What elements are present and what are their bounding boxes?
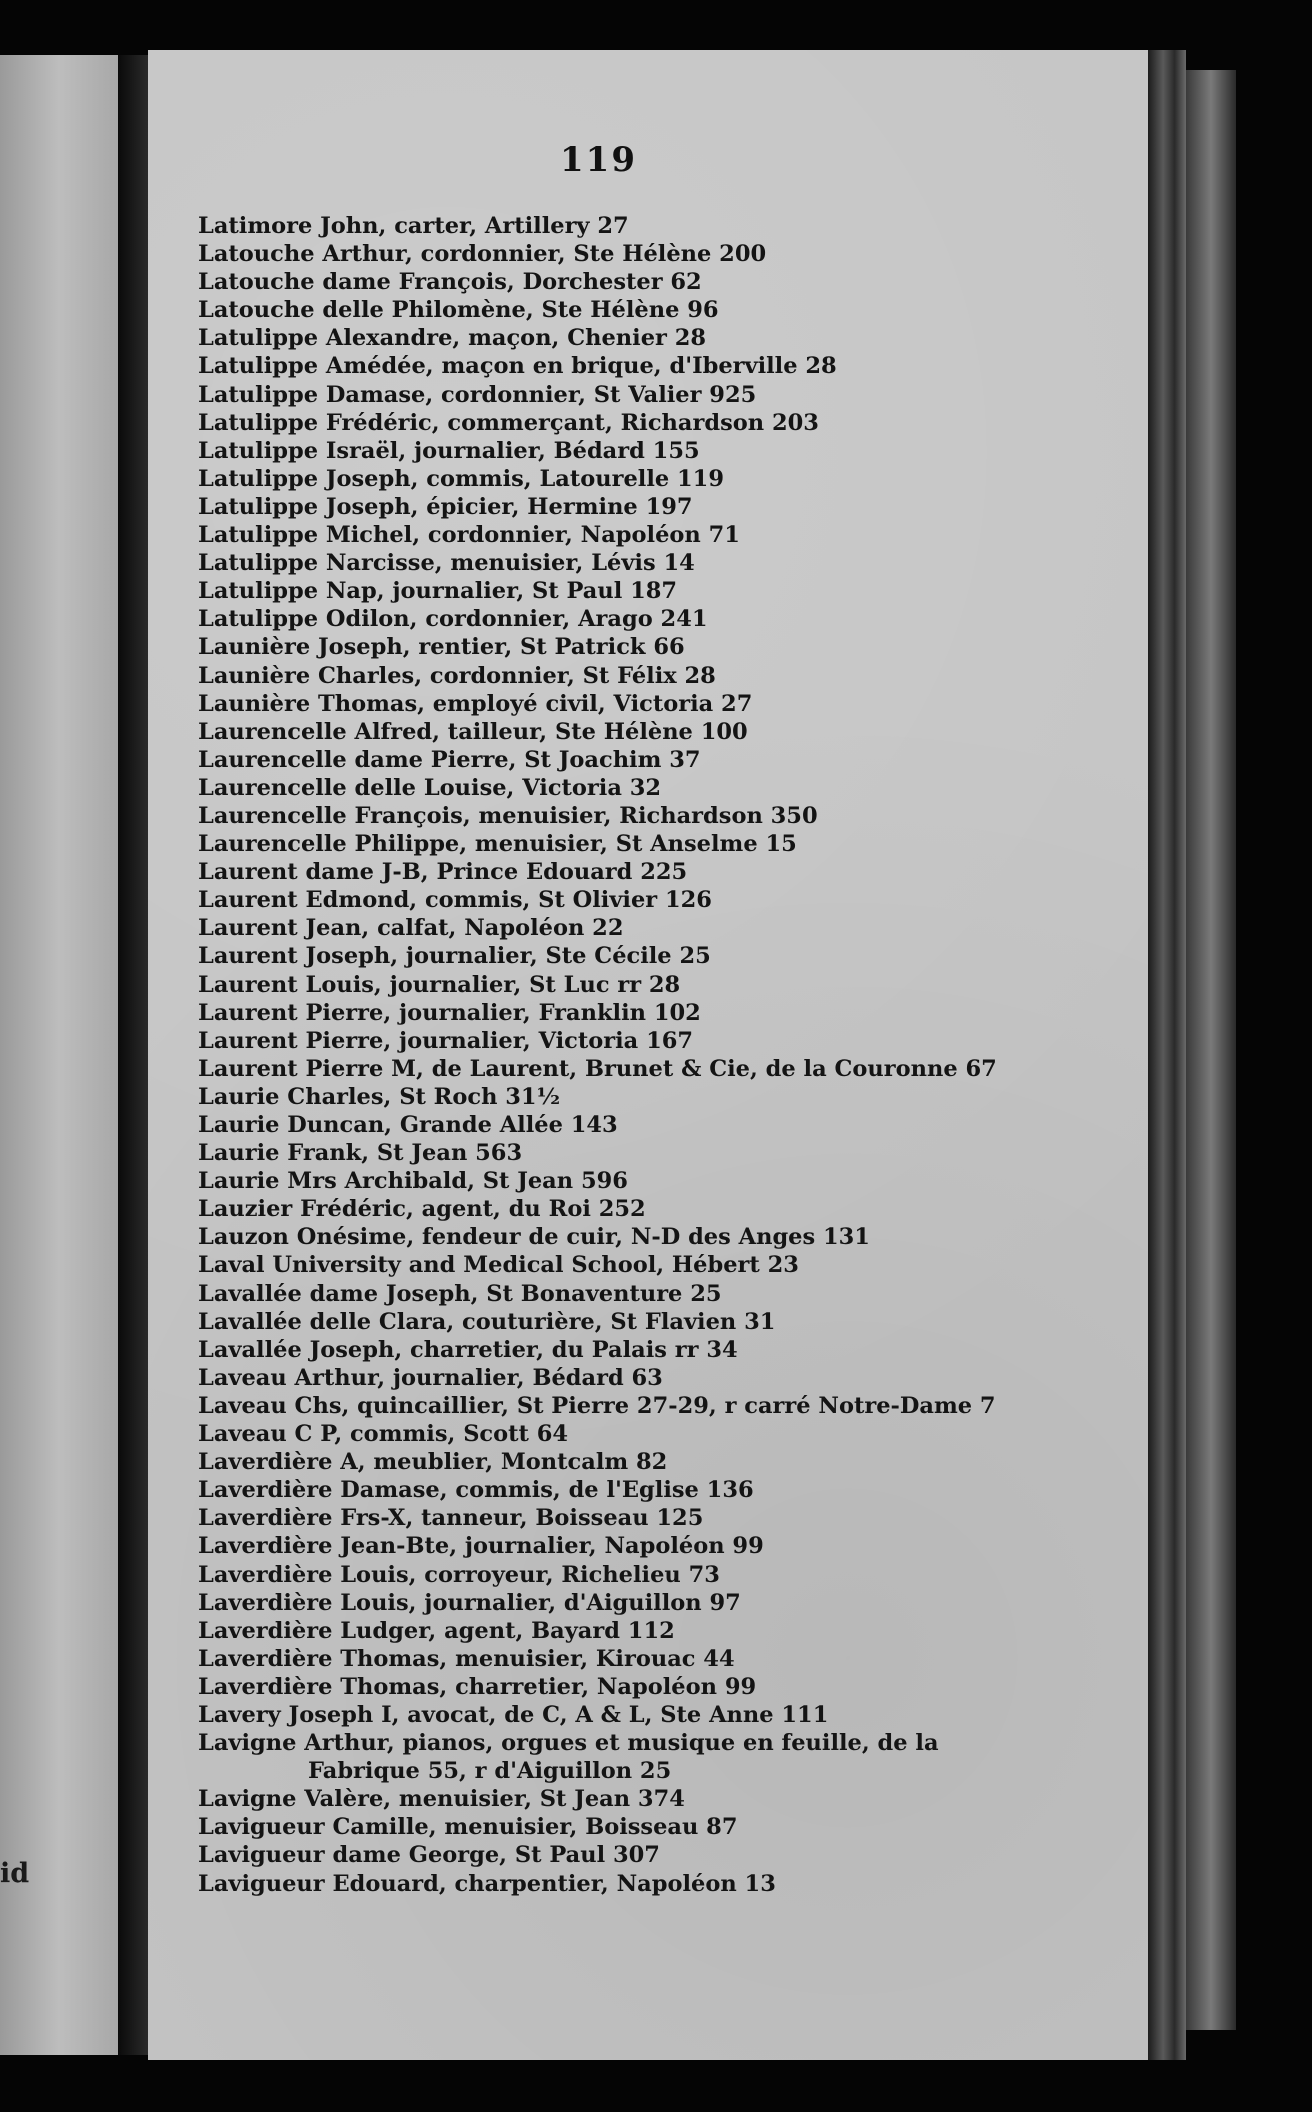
directory-entry-list bbox=[198, 212, 1098, 1898]
directory-entry: Laveau C P, commis, Scott 64 bbox=[198, 1421, 569, 1448]
directory-entry: Laverdière Damase, commis, de l'Eglise 136 bbox=[198, 1477, 754, 1504]
directory-entry: Laurent Pierre, journalier, Victoria 167 bbox=[198, 1027, 694, 1054]
directory-entry: Laurie Charles, St Roch 31½ bbox=[198, 1083, 561, 1110]
directory-entry: Latulippe Frédéric, commerçant, Richardson 203 bbox=[198, 409, 819, 436]
directory-entry: Fabrique 55, r d'Aiguillon 25 bbox=[308, 1758, 672, 1785]
directory-entry: Latulippe Michel, cordonnier, Napoléon 71 bbox=[198, 522, 740, 549]
directory-entry: Lavallée dame Joseph, St Bonaventure 25 bbox=[198, 1280, 722, 1307]
directory-entry: Latulippe Amédée, maçon en brique, d'Iberville 28 bbox=[198, 353, 837, 380]
left-page-text-fragment: id bbox=[0, 1858, 30, 1889]
directory-entry: Lavigne Valère, menuisier, St Jean 374 bbox=[198, 1786, 685, 1813]
directory-entry: Laverdière Frs-X, tanneur, Boisseau 125 bbox=[198, 1505, 704, 1532]
directory-entry: Laurencelle François, menuisier, Richardson 350 bbox=[198, 802, 818, 829]
directory-entry: Lavigueur Camille, menuisier, Boisseau 87 bbox=[198, 1814, 738, 1841]
directory-entry: Laveau Arthur, journalier, Bédard 63 bbox=[198, 1364, 663, 1391]
directory-entry: Laval University and Medical School, Hébert 23 bbox=[198, 1252, 799, 1279]
directory-entry: Latulippe Alexandre, maçon, Chenier 28 bbox=[198, 325, 707, 352]
directory-entry: Latimore John, carter, Artillery 27 bbox=[198, 213, 629, 239]
directory-entry: Laverdière Thomas, charretier, Napoléon 99 bbox=[198, 1673, 757, 1700]
left-facing-page bbox=[0, 55, 118, 2055]
directory-entry: Latouche delle Philomène, Ste Hélène 96 bbox=[198, 297, 719, 324]
directory-entry: Laurent Pierre M, de Laurent, Brunet & Cie, de la Couronne 67 bbox=[198, 1055, 997, 1082]
page-number: 119 bbox=[560, 140, 637, 180]
book-cover-edge bbox=[1186, 70, 1236, 2030]
book-gutter bbox=[118, 55, 148, 2055]
directory-entry: Laverdière Louis, corroyeur, Richelieu 73 bbox=[198, 1561, 720, 1588]
directory-entry: Laurent Joseph, journalier, Ste Cécile 25 bbox=[198, 943, 711, 970]
directory-entry: Laverdière Thomas, menuisier, Kirouac 44 bbox=[198, 1645, 735, 1672]
directory-entry: Launière Thomas, employé civil, Victoria 27 bbox=[198, 690, 753, 717]
directory-entry: Laverdière Louis, journalier, d'Aiguillon 97 bbox=[198, 1589, 741, 1616]
directory-entry: Lavallée Joseph, charretier, du Palais rr 34 bbox=[198, 1336, 738, 1363]
directory-entry: Launière Joseph, rentier, St Patrick 66 bbox=[198, 634, 685, 661]
directory-entry: Latulippe Nap, journalier, St Paul 187 bbox=[198, 578, 678, 605]
directory-entry: Laurie Mrs Archibald, St Jean 596 bbox=[198, 1168, 628, 1195]
directory-entry: Latulippe Israël, journalier, Bédard 155 bbox=[198, 437, 700, 464]
directory-entry: Laurencelle delle Louise, Victoria 32 bbox=[198, 774, 662, 801]
directory-entry: Laurent Edmond, commis, St Olivier 126 bbox=[198, 887, 712, 914]
directory-entry: Latouche Arthur, cordonnier, Ste Hélène 200 bbox=[198, 241, 767, 268]
directory-entry: Laurent Louis, journalier, St Luc rr 28 bbox=[198, 971, 681, 998]
directory-entry: Lavigueur dame George, St Paul 307 bbox=[198, 1842, 660, 1869]
directory-entry: Laveau Chs, quincaillier, St Pierre 27-29, r carré Notre-Dame 7 bbox=[198, 1392, 996, 1419]
directory-entry: Laurent Pierre, journalier, Franklin 102 bbox=[198, 999, 701, 1026]
directory-entry: Laverdière Ludger, agent, Bayard 112 bbox=[198, 1617, 675, 1644]
directory-entry: Latulippe Damase, cordonnier, St Valier 925 bbox=[198, 381, 757, 408]
directory-entry: Lavigne Arthur, pianos, orgues et musique en feuille, de la bbox=[198, 1730, 939, 1757]
directory-entry: Laurie Frank, St Jean 563 bbox=[198, 1140, 523, 1167]
directory-entry: Launière Charles, cordonnier, St Félix 28 bbox=[198, 662, 716, 689]
directory-entry: Laurencelle dame Pierre, St Joachim 37 bbox=[198, 746, 701, 773]
directory-entry: Latulippe Narcisse, menuisier, Lévis 14 bbox=[198, 550, 695, 577]
directory-entry: Laverdière Jean-Bte, journalier, Napoléon 99 bbox=[198, 1533, 764, 1560]
directory-entry: Lavigueur Edouard, charpentier, Napoléon 13 bbox=[198, 1870, 776, 1897]
directory-entry: Laurent dame J-B, Prince Edouard 225 bbox=[198, 859, 688, 886]
directory-entry: Lavery Joseph I, avocat, de C, A & L, Ste Anne 111 bbox=[198, 1701, 829, 1728]
directory-entry: Laurent Jean, calfat, Napoléon 22 bbox=[198, 915, 624, 942]
directory-entry: Laverdière A, meublier, Montcalm 82 bbox=[198, 1449, 668, 1476]
directory-entry: Lauzier Frédéric, agent, du Roi 252 bbox=[198, 1196, 646, 1223]
directory-entry: Laurie Duncan, Grande Allée 143 bbox=[198, 1112, 618, 1138]
directory-entry: Lauzon Onésime, fendeur de cuir, N-D des Anges 131 bbox=[198, 1224, 870, 1251]
directory-entry: Latulippe Odilon, cordonnier, Arago 241 bbox=[198, 606, 708, 633]
page-edge bbox=[1148, 50, 1186, 2060]
directory-entry: Latulippe Joseph, épicier, Hermine 197 bbox=[198, 493, 693, 520]
directory-entry: Lavallée delle Clara, couturière, St Flavien 31 bbox=[198, 1308, 776, 1335]
directory-entry: Laurencelle Alfred, tailleur, Ste Hélène 100 bbox=[198, 718, 748, 745]
directory-entry: Laurencelle Philippe, menuisier, St Anselme 15 bbox=[198, 831, 797, 858]
directory-entry: Latulippe Joseph, commis, Latourelle 119 bbox=[198, 465, 724, 492]
directory-entry: Latouche dame François, Dorchester 62 bbox=[198, 269, 702, 296]
